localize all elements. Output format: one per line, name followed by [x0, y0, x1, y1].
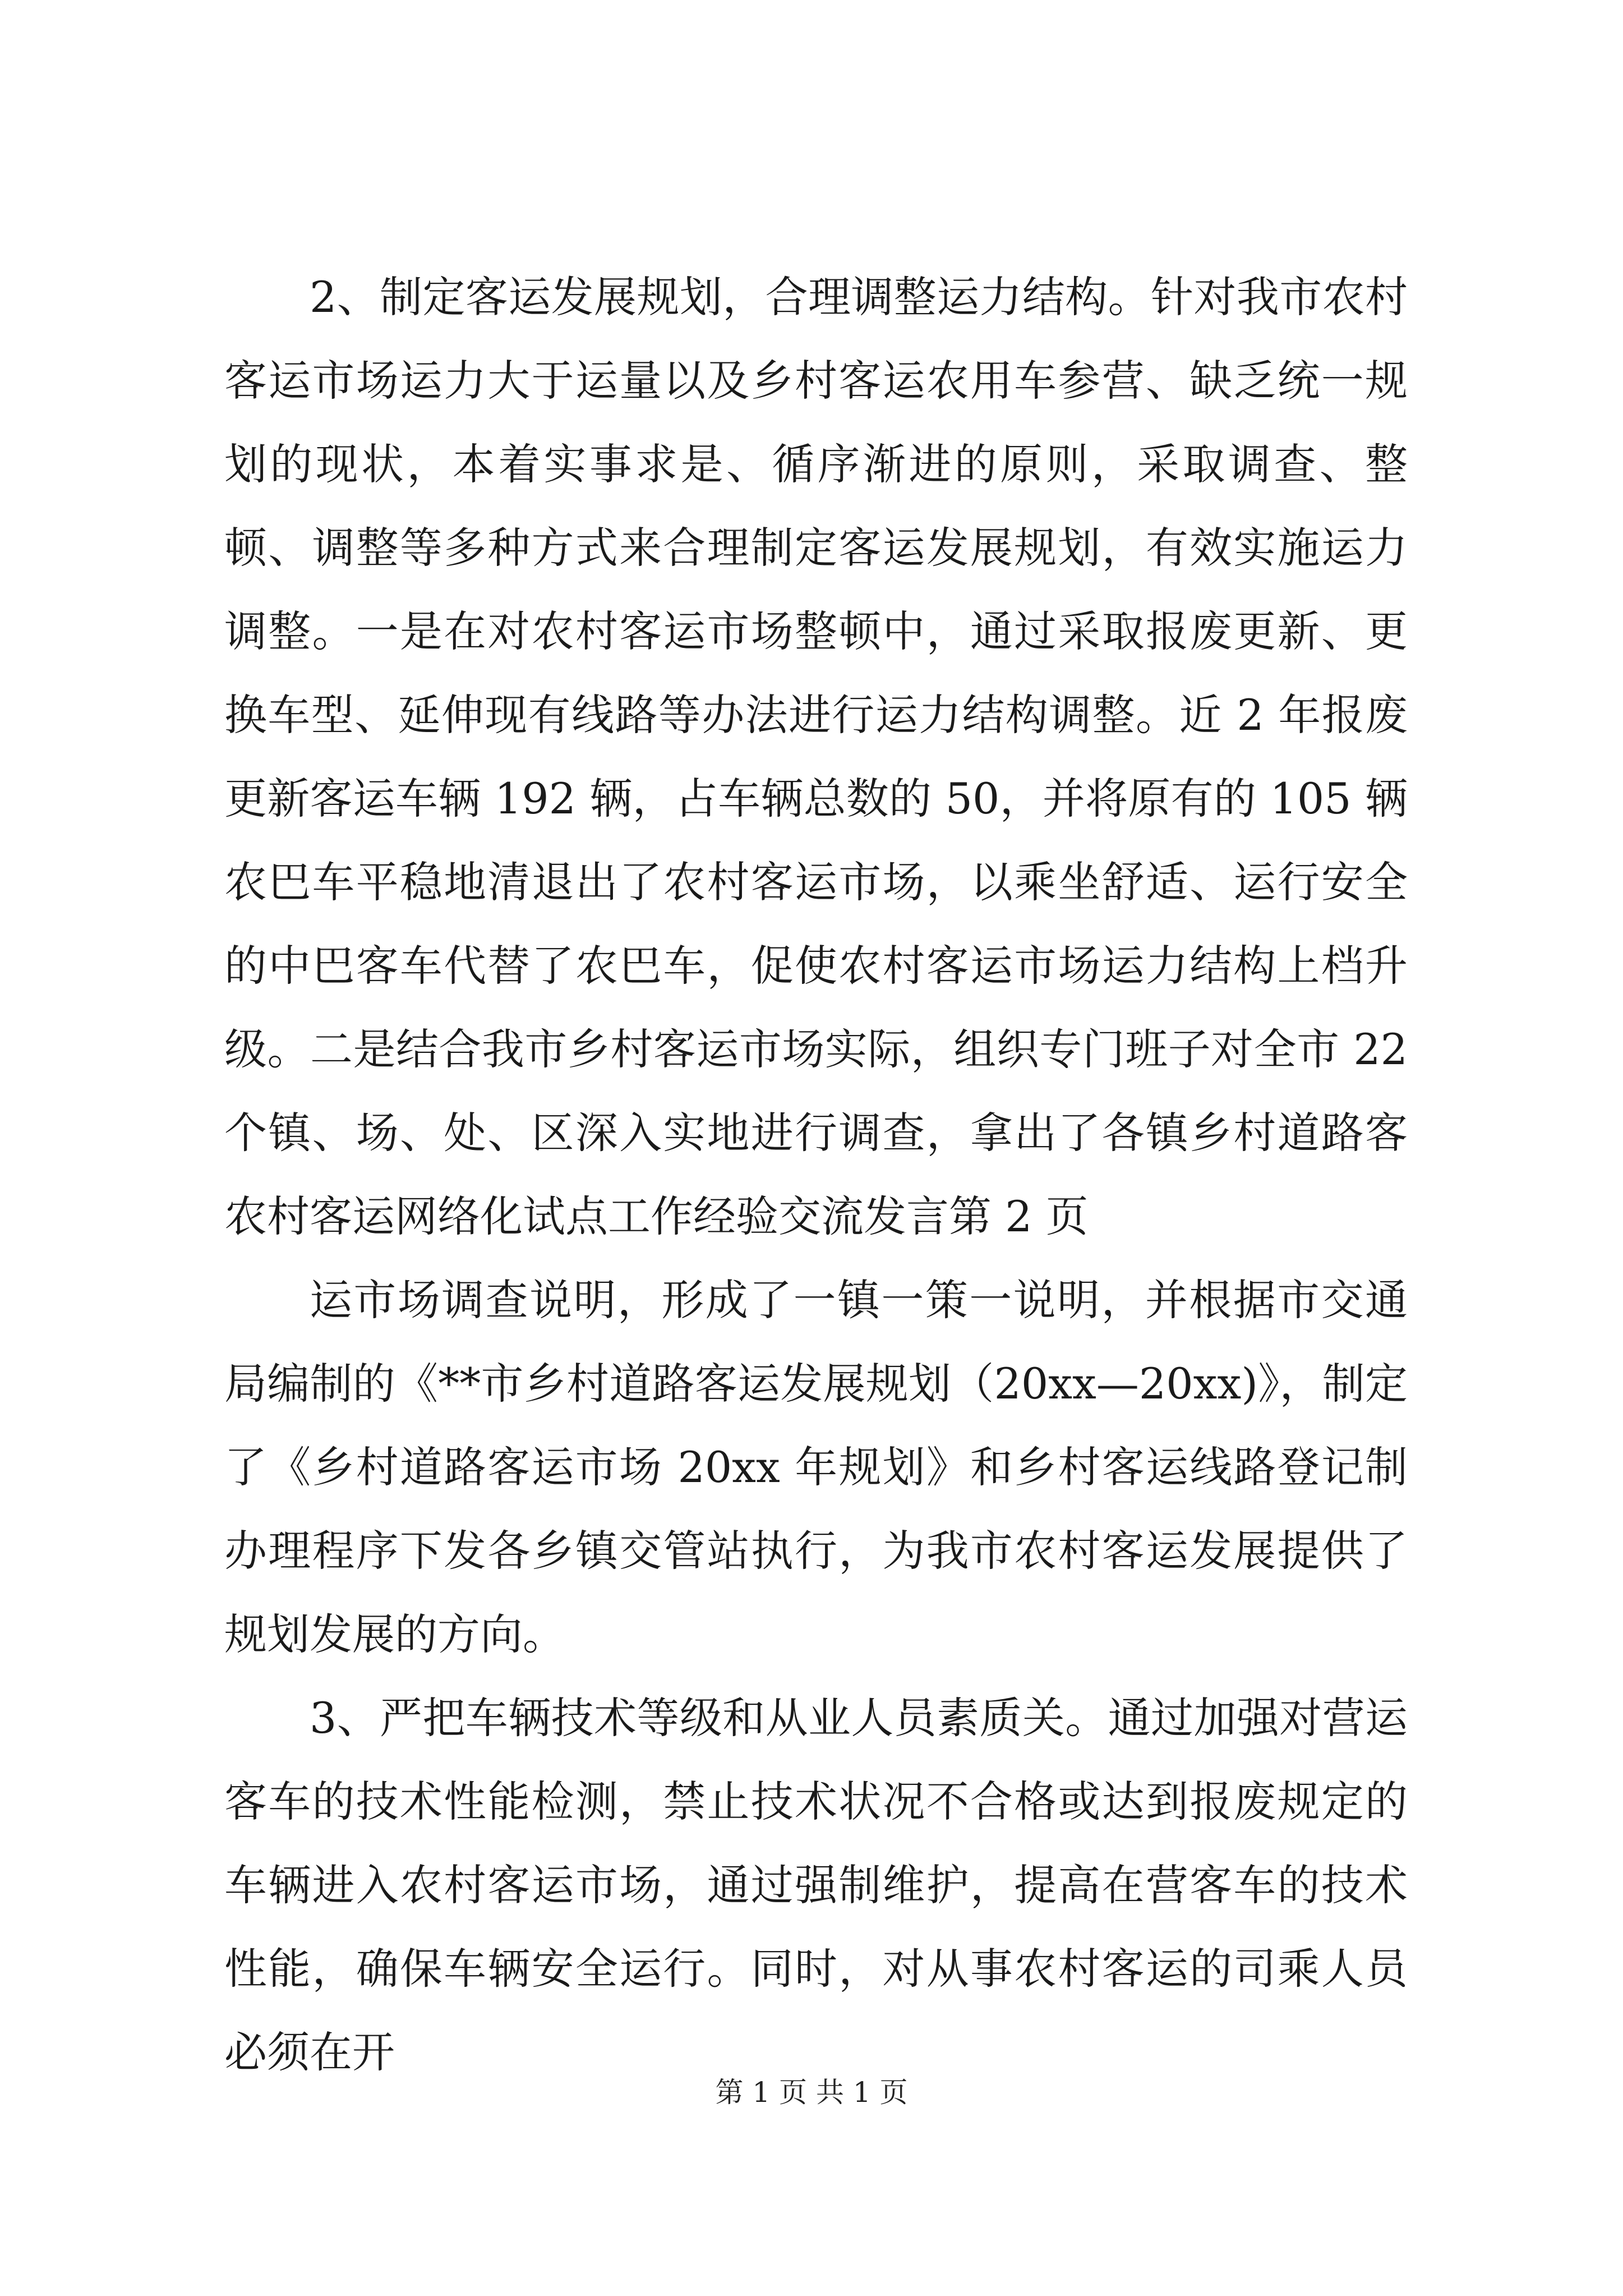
document-body	[224, 255, 1408, 2094]
page-footer: 第 1 页 共 1 页	[715, 2076, 908, 2109]
paragraph-planning: 2、制定客运发展规划，合理调整运力结构。针对我市农村客运市场运力大于运量以及乡村客运农用车参营、缺乏统一规划的现状，本着实事求是、循序渐进的原则，采取调查、整顿、调整等多种方式来合理制定客运发展规划，有效实施运力调整。一是在对农村客运市场整顿中，通过采取报废更新、更换车型、延伸现有线路等办法进行运力结构调整。近 2 年报废更新客运车辆 192 辆，占车辆总数的 50，并将原有的 105 辆农巴车平稳地清退出了农村客运市场，以乘坐舒适、运行安全的中巴客车代替了农巴车，促使农村客运市场运力结构上档升级。二是结合我市乡村客运市场实际，组织专门班子对全市 22 个镇、场、处、区深入实地进行调查，拿出了各镇乡村道路客农村客运网络化试点工作经验交流发言第 2 页	[224, 272, 1408, 1241]
paragraph-survey: 运市场调查说明，形成了一镇一策一说明，并根据市交通局编制的《**市乡村道路客运发展规划（20xx—20xx)》，制定了《乡村道路客运市场 20xx 年规划》和乡村客运线路登记制办理程序下发各乡镇交管站执行，为我市农村客运发展提供了规划发展的方向。	[224, 1275, 1408, 1659]
paragraph-vehicle-quality: 3、严把车辆技术等级和从业人员素质关。通过加强对营运客车的技术性能检测，禁止技术状况不合格或达到报废规定的车辆进入农村客运市场，通过强制维护，提高在营客车的技术性能，确保车辆安全运行。同时，对从事农村客运的司乘人员必须在开	[224, 1693, 1408, 2077]
